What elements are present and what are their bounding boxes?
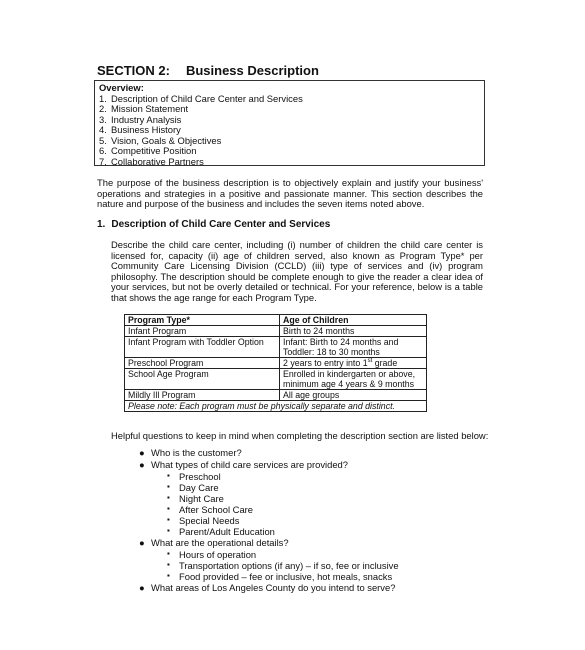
questions-intro: Helpful questions to keep in mind when completing the description section are listed below:	[111, 430, 489, 441]
table-cell: Birth to 24 months	[280, 326, 427, 337]
table-cell: Mildly Ill Program	[125, 390, 280, 401]
table-note: Please note: Each program must be physically separate and distinct.	[125, 401, 427, 412]
program-type-table	[124, 314, 427, 412]
overview-item: 3. Industry Analysis	[99, 113, 182, 125]
sub-bullet-icon: ▪	[167, 493, 170, 502]
overview-box	[94, 80, 485, 166]
bullet-icon: ●	[139, 582, 145, 593]
sub-bullet-icon: ▪	[167, 482, 170, 491]
sub-bullet-icon: ▪	[167, 526, 170, 535]
table-row	[125, 326, 427, 337]
overview-item: 5. Vision, Goals & Objectives	[99, 134, 222, 146]
table-row	[125, 337, 427, 358]
table-cell: Enrolled in kindergarten or above, minimum age 4 years & 9 months	[280, 369, 427, 390]
table-cell: All age groups	[280, 390, 427, 401]
purpose-paragraph: The purpose of the business description is to objectively explain and justify your business' operations and strategies in a positive and passionate manner. This section describes the nature and purpose of the business and includes the seven items noted above.	[97, 177, 483, 210]
overview-item: 4. Business History	[99, 124, 181, 135]
bullet-icon: ●	[139, 447, 145, 458]
overview-item: 2. Mission Statement	[99, 103, 189, 114]
section-label: SECTION 2:	[97, 63, 170, 78]
bullet-icon: ●	[139, 459, 145, 470]
sub-bullet-icon: ▪	[167, 571, 170, 580]
table-cell: 2 years to entry into 1st grade	[280, 358, 427, 369]
table-cell: Infant Program with Toddler Option	[125, 337, 280, 358]
describe-paragraph: Describe the child care center, including (i) number of children the child care center is licensed for, capacity (ii) age of children served, also known as Program Type* per Community Care Licensing Division (CCLD) (iii) type of services and (iv) program philosophy. The description should be complete enough to give the reader a clear idea of your services, but not be overly detailed or technical. For your reference, below is a table that shows the age range for each Program Type.	[111, 239, 483, 303]
sub-bullet-icon: ▪	[167, 504, 170, 513]
overview-item: 1. Description of Child Care Center and Services	[99, 92, 303, 104]
table-cell: Preschool Program	[125, 358, 280, 369]
table-cell: School Age Program	[125, 369, 280, 390]
table-note-row	[125, 401, 427, 412]
sub-bullet-icon: ▪	[167, 560, 170, 569]
overview-item: 6. Competitive Position	[99, 145, 197, 156]
section-heading	[97, 63, 319, 78]
table-header: Age of Children	[280, 315, 427, 326]
table-header: Program Type*	[125, 315, 280, 326]
overview-title: Overview:	[99, 82, 144, 93]
sub-bullet-icon: ▪	[167, 549, 170, 558]
sub-bullet-icon: ▪	[167, 515, 170, 524]
document-page: SECTION 2: Business Description Overview: 1. Description of Child Care Center and Services 2. Mission Statement 3. Industry Analysis 4. Business History 5. Vision, Goals & Objectives 6. Competitive Position 7. Collaborative Partners The purpose of the business description is to objectively explain and justify your business' operations and strategies in a positive and passionate manner. This section describes the nature and purpose of the business and includes the seven items noted above. 1. Description of Child Care Center and Services Describe the child care center, including (i) number of children the child care center is licensed for, capacity (ii) age of children served, also known as Program Type* per Community Care Licensing Division (CCLD) (iii) type of services and (iv) program philosophy. The description should be complete enough to give the reader a clear idea of your services, but not be overly detailed or technical. For your reference, below is a table that shows the age range for each Program Type. Program Type* Age of Children Infant Program Birth to 24 months Infant Program with Toddler Option Infant: Birth to 24 months and Toddler: 18 to 30 months Preschool Program 2 years to entry into 1st grade School Age Program Enrolled in kindergarten or above, minimum age 4 years & 9 months Mildly Ill Program All age groups Please note: Each program must be physically separate and distinct. Helpful questions to keep in mind when completing the description section are listed below: ● Who is the customer? ● What types of child care services are provided? ▪ Preschool ▪ Day Care ▪ Night Care ▪ After School Care ▪ Special Needs ▪ Parent/Adult Education ● What are the operational details? ▪ Hours of operation ▪ Transportation options (if any) – if so, fee or inclusive ▪ Food provided – fee or inclusive, hot meals, snacks ● What areas of Los Angeles County do you intend to serve?	[0, 0, 585, 650]
table-cell: Infant: Birth to 24 months and Toddler: 18 to 30 months	[280, 337, 427, 358]
sub-bullet-icon: ▪	[167, 471, 170, 480]
table-row	[125, 369, 427, 390]
overview-item: 7. Collaborative Partners	[99, 155, 204, 167]
table-header-row	[125, 315, 427, 326]
table-row	[125, 390, 427, 401]
subsection-heading: 1. Description of Child Care Center and Services	[97, 219, 331, 230]
table-cell: Infant Program	[125, 326, 280, 337]
table-row	[125, 358, 427, 369]
section-title: Business Description	[185, 63, 319, 78]
bullet-icon: ●	[139, 537, 145, 548]
